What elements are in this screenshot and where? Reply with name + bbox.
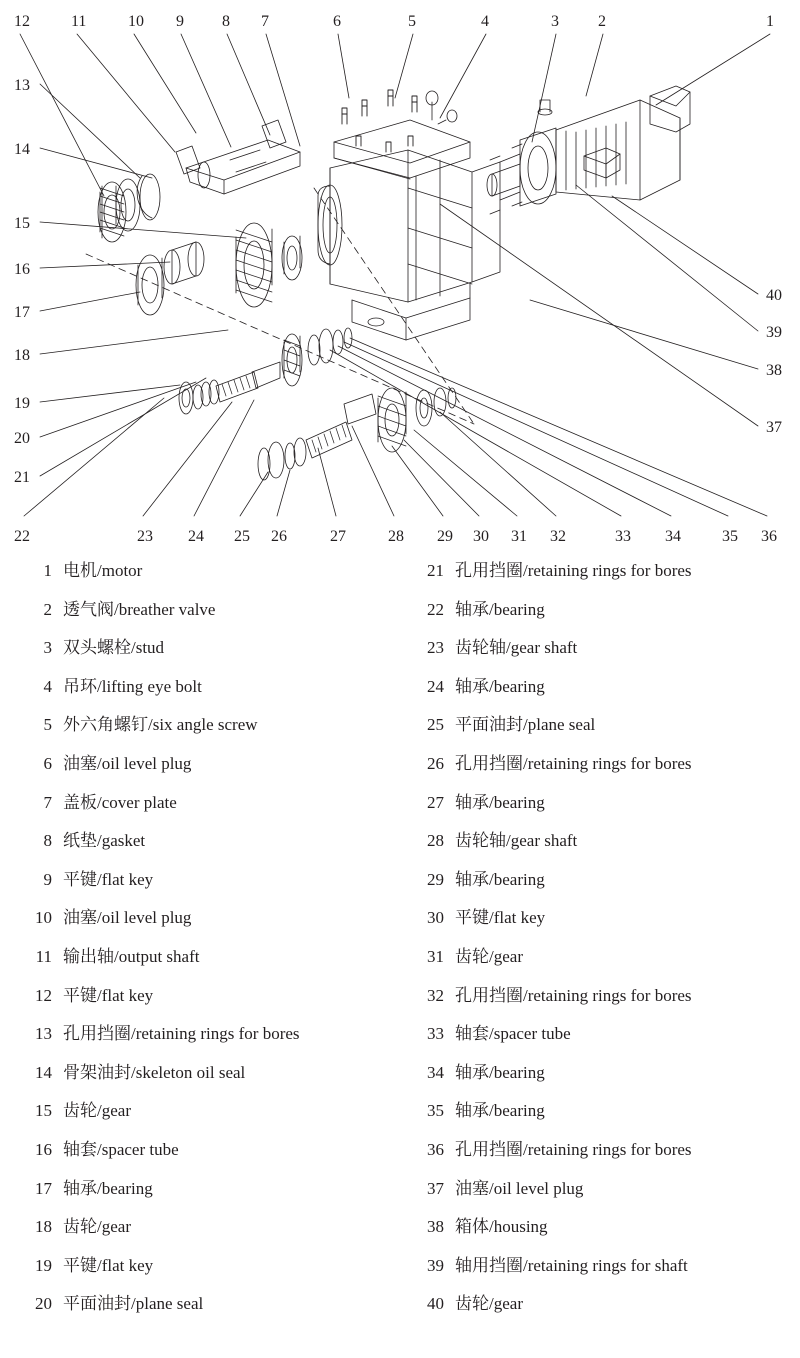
legend-item-label: 平键/flat key xyxy=(63,985,154,1005)
legend-item-label: 轴承/bearing xyxy=(455,869,545,889)
callout-number-7: 7 xyxy=(261,13,269,30)
callout-number-4: 4 xyxy=(481,13,489,30)
legend-item-number: 16 xyxy=(35,1139,52,1159)
callout-number-17: 17 xyxy=(14,304,30,321)
legend-item-number: 21 xyxy=(427,561,444,580)
legend-item-39 xyxy=(410,1251,790,1290)
callout-number-19: 19 xyxy=(14,395,30,412)
legend-item-38 xyxy=(410,1212,790,1251)
legend-item-label: 齿轮轴/gear shaft xyxy=(455,638,578,658)
legend-item-number: 13 xyxy=(35,1024,52,1044)
legend-item-label: 平键/flat key xyxy=(63,869,154,889)
legend-item-7 xyxy=(18,788,398,827)
callout-number-14: 14 xyxy=(14,141,30,158)
legend-item-14 xyxy=(18,1058,398,1097)
diagram-drawing xyxy=(0,0,800,556)
legend-item-19 xyxy=(18,1251,398,1290)
legend-item-35 xyxy=(410,1096,790,1135)
legend-item-number: 14 xyxy=(35,1062,52,1082)
legend-item-32 xyxy=(410,981,790,1020)
legend-item-number: 28 xyxy=(427,831,444,851)
legend-item-9 xyxy=(18,865,398,904)
callout-number-40: 40 xyxy=(766,287,782,304)
legend-item-36 xyxy=(410,1135,790,1174)
legend-item-number: 10 xyxy=(35,908,52,928)
callout-number-25: 25 xyxy=(234,528,250,545)
legend-item-number: 1 xyxy=(43,561,52,580)
legend-item-label: 双头螺栓/stud xyxy=(63,638,165,658)
legend-item-28 xyxy=(410,826,790,865)
legend-item-number: 17 xyxy=(35,1178,52,1198)
callout-number-33: 33 xyxy=(615,528,631,545)
legend-item-label: 轴承/bearing xyxy=(455,1062,545,1082)
legend-item-number: 29 xyxy=(427,869,444,889)
legend-item-30 xyxy=(410,903,790,942)
callout-number-32: 32 xyxy=(550,528,566,545)
legend-item-3 xyxy=(18,633,398,672)
legend-item-label: 油塞/oil level plug xyxy=(455,1178,584,1198)
legend-item-number: 8 xyxy=(43,831,52,851)
legend-item-6 xyxy=(18,749,398,788)
legend-item-number: 33 xyxy=(427,1024,444,1044)
callout-number-13: 13 xyxy=(14,77,30,94)
callout-number-26: 26 xyxy=(271,528,287,545)
legend-item-number: 26 xyxy=(427,753,444,773)
legend-item-number: 37 xyxy=(427,1178,444,1198)
legend-item-label: 盖板/cover plate xyxy=(63,792,177,812)
legend-item-29 xyxy=(410,865,790,904)
legend-item-label: 齿轮/gear xyxy=(63,1101,131,1121)
legend-item-label: 平键/flat key xyxy=(455,908,546,928)
callout-number-22: 22 xyxy=(14,528,30,545)
legend-item-21 xyxy=(410,556,790,595)
callout-number-18: 18 xyxy=(14,347,30,364)
parts-legend xyxy=(0,556,800,1314)
legend-item-number: 12 xyxy=(35,985,52,1005)
legend-item-number: 22 xyxy=(427,599,444,619)
legend-item-33 xyxy=(410,1019,790,1058)
legend-item-40 xyxy=(410,1289,790,1328)
legend-item-18 xyxy=(18,1212,398,1251)
callout-number-3: 3 xyxy=(551,13,559,30)
legend-item-label: 孔用挡圈/retaining rings for bores xyxy=(455,985,692,1005)
legend-item-label: 轴承/bearing xyxy=(455,1101,545,1121)
legend-item-34 xyxy=(410,1058,790,1097)
legend-item-number: 25 xyxy=(427,715,444,735)
callout-number-21: 21 xyxy=(14,469,30,486)
legend-item-22 xyxy=(410,595,790,634)
legend-item-1 xyxy=(18,556,398,595)
legend-item-20 xyxy=(18,1289,398,1328)
callout-number-10: 10 xyxy=(128,13,144,30)
legend-item-label: 透气阀/breather valve xyxy=(63,599,216,619)
callout-number-34: 34 xyxy=(665,528,681,545)
callout-number-29: 29 xyxy=(437,528,453,545)
callout-number-37: 37 xyxy=(766,419,782,436)
legend-item-16 xyxy=(18,1135,398,1174)
callout-number-27: 27 xyxy=(330,528,346,545)
callout-number-16: 16 xyxy=(14,261,30,278)
exploded-view-diagram xyxy=(0,0,800,556)
callout-number-36: 36 xyxy=(761,528,777,545)
legend-item-label: 平面油封/plane seal xyxy=(455,715,596,735)
legend-item-number: 39 xyxy=(427,1255,444,1275)
legend-item-27 xyxy=(410,788,790,827)
legend-item-number: 36 xyxy=(427,1139,444,1159)
legend-item-label: 齿轮/gear xyxy=(455,946,523,966)
callout-number-9: 9 xyxy=(176,13,184,30)
legend-item-number: 15 xyxy=(35,1101,52,1121)
legend-item-number: 32 xyxy=(427,985,444,1005)
legend-item-8 xyxy=(18,826,398,865)
legend-item-5 xyxy=(18,710,398,749)
callout-number-8: 8 xyxy=(222,13,230,30)
legend-item-label: 齿轮/gear xyxy=(63,1217,131,1237)
legend-item-number: 19 xyxy=(35,1255,52,1275)
legend-item-number: 7 xyxy=(43,792,52,812)
callout-number-23: 23 xyxy=(137,528,153,545)
legend-item-2 xyxy=(18,595,398,634)
callout-number-2: 2 xyxy=(598,13,606,30)
legend-item-number: 11 xyxy=(35,946,52,966)
legend-item-number: 34 xyxy=(427,1062,444,1082)
legend-item-number: 23 xyxy=(427,638,444,658)
callout-number-38: 38 xyxy=(766,362,782,379)
callout-number-6: 6 xyxy=(333,13,341,30)
legend-item-label: 骨架油封/skeleton oil seal xyxy=(63,1062,246,1082)
legend-item-label: 电机/motor xyxy=(63,561,143,580)
legend-item-label: 轴承/bearing xyxy=(455,676,545,696)
legend-item-number: 9 xyxy=(43,869,52,889)
callout-number-31: 31 xyxy=(511,528,527,545)
legend-item-number: 4 xyxy=(43,676,52,696)
legend-item-label: 油塞/oil level plug xyxy=(63,753,192,773)
legend-item-25 xyxy=(410,710,790,749)
legend-item-11 xyxy=(18,942,398,981)
legend-item-number: 27 xyxy=(427,792,444,812)
legend-item-label: 孔用挡圈/retaining rings for bores xyxy=(455,561,692,580)
legend-column-right xyxy=(410,556,790,1328)
callout-number-24: 24 xyxy=(188,528,204,545)
callout-number-28: 28 xyxy=(388,528,404,545)
legend-item-label: 齿轮/gear xyxy=(455,1294,523,1314)
legend-item-number: 38 xyxy=(427,1217,444,1237)
legend-item-number: 2 xyxy=(43,599,52,619)
callout-number-12: 12 xyxy=(14,13,30,30)
legend-item-number: 6 xyxy=(43,753,52,773)
legend-column-left xyxy=(18,556,398,1328)
callout-number-11: 11 xyxy=(71,13,87,30)
legend-item-label: 平键/flat key xyxy=(63,1255,154,1275)
callout-number-15: 15 xyxy=(14,215,30,232)
legend-item-number: 18 xyxy=(35,1217,52,1237)
legend-item-label: 轴用挡圈/retaining rings for shaft xyxy=(455,1255,688,1275)
legend-item-number: 31 xyxy=(427,946,444,966)
legend-item-label: 轴套/spacer tube xyxy=(455,1024,571,1044)
legend-item-number: 30 xyxy=(427,908,444,928)
legend-item-31 xyxy=(410,942,790,981)
legend-item-number: 24 xyxy=(427,676,444,696)
legend-item-label: 轴套/spacer tube xyxy=(63,1139,179,1159)
callout-number-35: 35 xyxy=(722,528,738,545)
legend-item-12 xyxy=(18,981,398,1020)
callout-number-39: 39 xyxy=(766,324,782,341)
callout-number-5: 5 xyxy=(408,13,416,30)
legend-item-number: 40 xyxy=(427,1294,444,1314)
legend-item-label: 轴承/bearing xyxy=(455,599,545,619)
legend-item-label: 输出轴/output shaft xyxy=(63,946,200,966)
callout-number-30: 30 xyxy=(473,528,489,545)
legend-item-label: 轴承/bearing xyxy=(455,792,545,812)
legend-item-37 xyxy=(410,1174,790,1213)
legend-item-label: 吊环/lifting eye bolt xyxy=(63,676,202,696)
callout-number-20: 20 xyxy=(14,430,30,447)
legend-item-number: 35 xyxy=(427,1101,444,1121)
legend-item-label: 油塞/oil level plug xyxy=(63,908,192,928)
legend-item-label: 孔用挡圈/retaining rings for bores xyxy=(455,1139,692,1159)
legend-item-23 xyxy=(410,633,790,672)
legend-item-number: 3 xyxy=(43,638,52,658)
legend-item-17 xyxy=(18,1174,398,1213)
legend-item-10 xyxy=(18,903,398,942)
legend-item-number: 20 xyxy=(35,1294,52,1314)
legend-item-label: 轴承/bearing xyxy=(63,1178,153,1198)
legend-item-label: 平面油封/plane seal xyxy=(63,1294,204,1314)
legend-item-label: 纸垫/gasket xyxy=(63,831,146,851)
legend-item-label: 外六角螺钉/six angle screw xyxy=(63,715,258,735)
legend-item-label: 齿轮轴/gear shaft xyxy=(455,831,578,851)
legend-item-4 xyxy=(18,672,398,711)
legend-item-label: 孔用挡圈/retaining rings for bores xyxy=(63,1024,300,1044)
legend-item-26 xyxy=(410,749,790,788)
callout-number-1: 1 xyxy=(766,13,774,30)
legend-item-label: 箱体/housing xyxy=(455,1217,548,1237)
legend-item-label: 孔用挡圈/retaining rings for bores xyxy=(455,753,692,773)
legend-item-24 xyxy=(410,672,790,711)
legend-item-15 xyxy=(18,1096,398,1135)
legend-item-13 xyxy=(18,1019,398,1058)
legend-item-number: 5 xyxy=(43,715,52,735)
